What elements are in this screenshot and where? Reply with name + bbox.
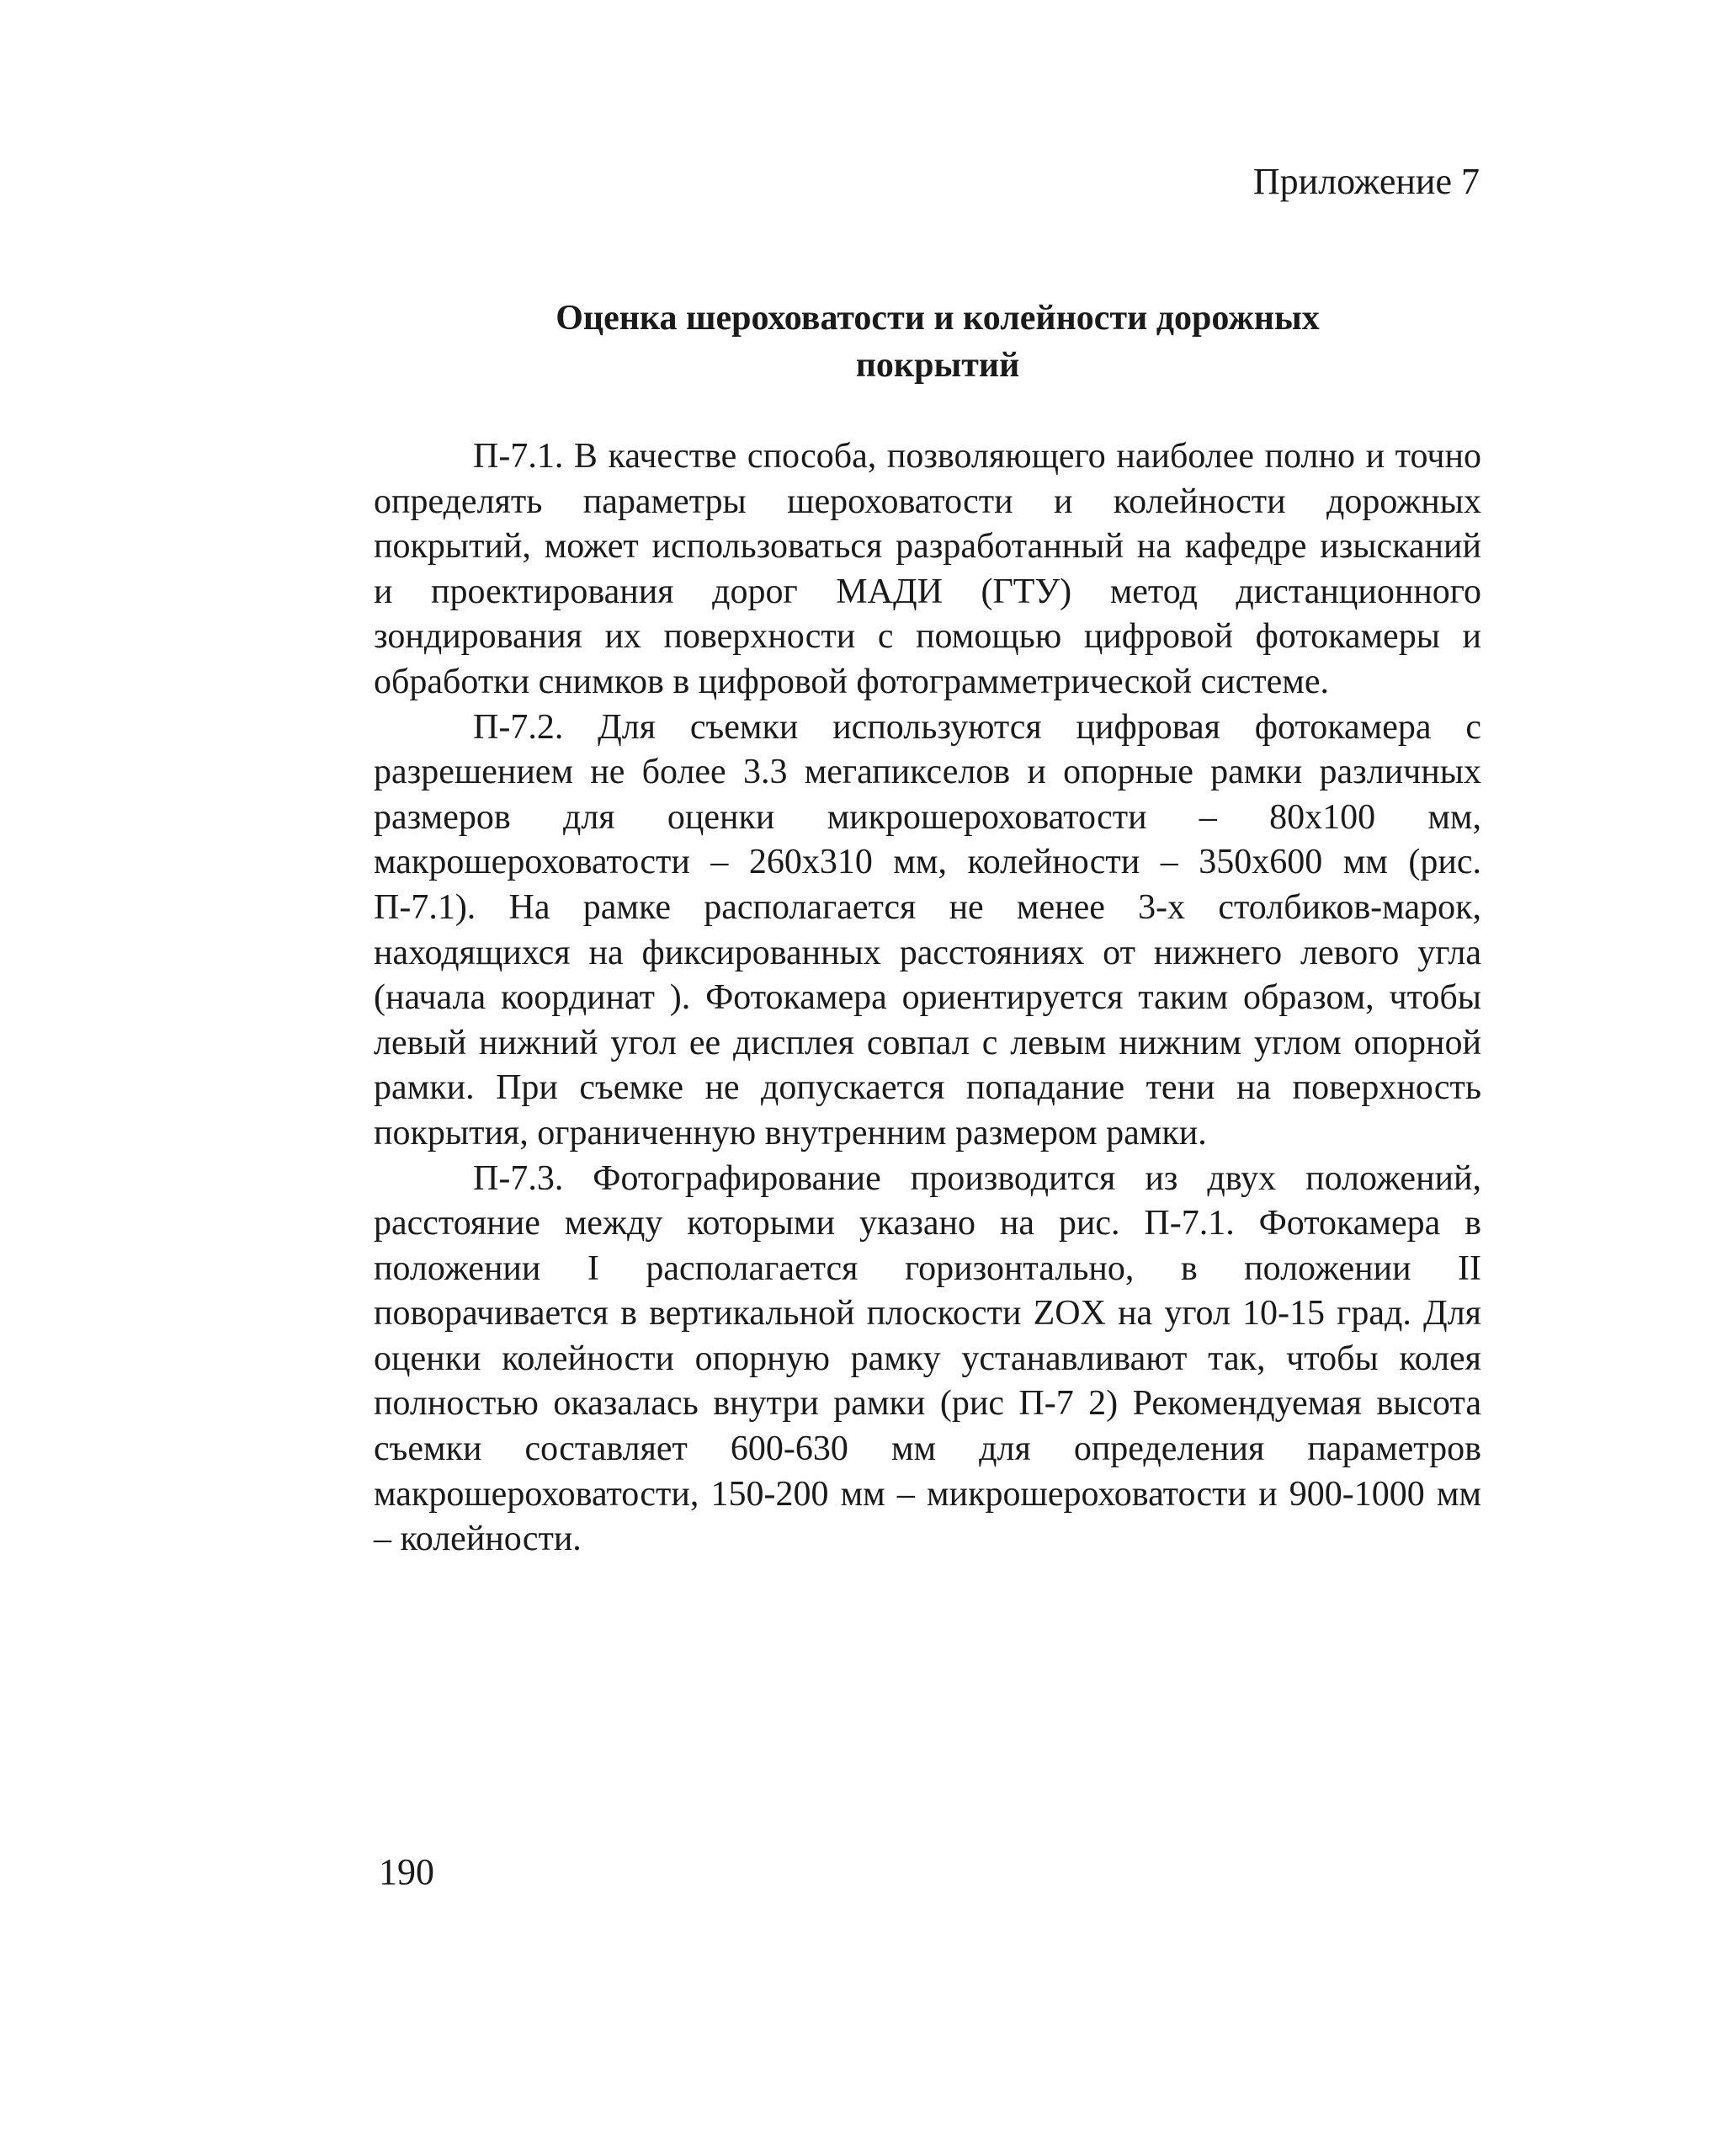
- appendix-label: Приложение 7: [1252, 161, 1480, 202]
- section-title-line-2: покрытий: [855, 346, 1020, 385]
- paragraph-p-7-3: П-7.3. Фотографирование производится из двух положений, расстояние между которыми указано на рис. П-7.1. Фотокамера в положении I располагается горизонтально, в положении II поворачивается в вертикальной плоскости ZOX на угол 10-15 град. Для оценки колейности опорную рамку устанавливают так, чтобы колея полностью оказалась внутри рамки (рис П-7 2) Рекомендуемая высота съемки составляет 600-630 мм для определения параметров макрошероховатости, 150-200 мм – микрошероховатости и 900-1000 мм – колейности.: [374, 1158, 1481, 1559]
- paragraph-p-7-2: П-7.2. Для съемки используются цифровая фотокамера с разрешением не более 3.3 мегапикселов и опорные рамки различных размеров для оценки микрошероховатости – 80х100 мм, макрошероховатости – 260х310 мм, колейности – 350х600 мм (рис. П-7.1). На рамке располагается не менее 3-х столбиков-марок, находящихся на фиксированных расстояниях от нижнего левого угла (начала координат ). Фотокамера ориентируется таким образом, чтобы левый нижний угол ее дисплея совпал с левым нижним углом опорной рамки. При съемке не допускается попадание тени на поверхность покрытия, ограниченную внутренним размером рамки.: [374, 707, 1481, 1153]
- page-number: 190: [379, 1851, 434, 1892]
- paragraph-p-7-1: П-7.1. В качестве способа, позволяющего наиболее полно и точно определять параметры шероховатости и колейности дорожных покрытий, может использоваться разработанный на кафедре изысканий и проектирования дорог МАДИ (ГТУ) метод дистанционного зондирования их поверхности с помощью цифровой фотокамеры и обработки снимков в цифровой фотограмметрической системе.: [374, 437, 1481, 701]
- section-title: [374, 295, 1502, 389]
- section-title-line-1: Оценка шероховатости и колейности дорожных: [556, 299, 1320, 338]
- body-text: [374, 434, 1481, 1562]
